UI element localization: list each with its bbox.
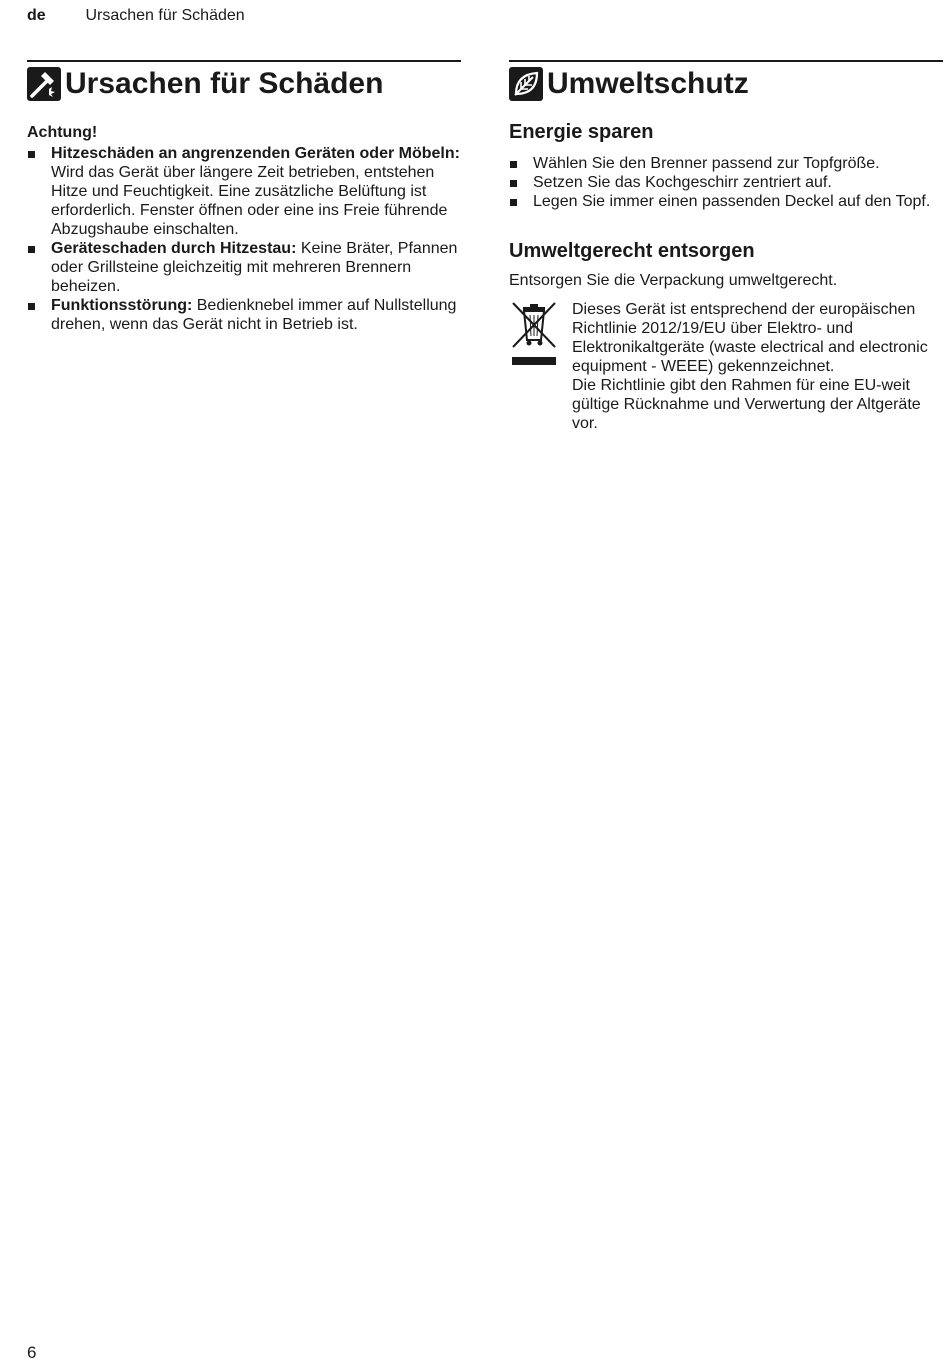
list-item: Setzen Sie das Kochgeschirr zentriert auf.: [509, 173, 943, 192]
leaf-icon: [509, 67, 543, 101]
crossed-out-wheelie-bin-icon: [510, 300, 558, 372]
weee-block: [509, 300, 943, 433]
language-code: de: [27, 7, 46, 24]
energy-list: [509, 154, 943, 211]
item-text: Wird das Gerät über längere Zeit betrieben, entstehen Hitze und Feuchtigkeit. Eine zusätzliche Belüftung ist erforderlich. Fenster öffnen oder eine ins Freie führende Abzugshaube einschalten.: [51, 164, 448, 238]
section-title-environment: [509, 60, 943, 102]
left-column: [27, 60, 461, 334]
disposal-intro: Entsorgen Sie die Verpackung umweltgerecht.: [509, 272, 838, 289]
heading-disposal: Umweltgerecht entsorgen: [509, 240, 755, 262]
item-text: Keine Bräter, Pfannen oder Grillsteine gleichzeitig mit mehreren Brennern beheizen.: [51, 240, 458, 295]
weee-text: [572, 300, 943, 433]
heading-energy-saving: Energie sparen: [509, 121, 654, 143]
page-title-environment: Umweltschutz: [547, 67, 749, 100]
item-lead: Funktionsstörung:: [51, 297, 193, 314]
running-header: [27, 7, 245, 25]
caution-label: Achtung!: [27, 124, 98, 141]
running-header-section: Ursachen für Schäden: [85, 7, 245, 24]
list-item: Wählen Sie den Brenner passend zur Topfgröße.: [509, 154, 943, 173]
right-column: [509, 60, 943, 433]
weee-paragraph-1: Dieses Gerät ist entsprechend der europäischen Richtlinie 2012/19/EU über Elektro- und Elektronikaltgeräte (waste electrical and electronic equipment - WEEE) gekennzeichnet.: [572, 301, 928, 375]
list-item: [27, 144, 461, 239]
page-title-damage: Ursachen für Schäden: [65, 67, 384, 100]
damage-list: [27, 144, 461, 334]
list-item: [27, 296, 461, 334]
list-item: [27, 239, 461, 296]
item-text: Bedienknebel immer auf Nullstellung drehen, wenn das Gerät nicht in Betrieb ist.: [51, 297, 457, 333]
damage-warning-icon: [27, 67, 61, 101]
page-number: 6: [27, 1343, 37, 1362]
item-lead: Geräteschaden durch Hitzestau:: [51, 240, 297, 257]
list-item: Legen Sie immer einen passenden Deckel auf den Topf.: [509, 192, 943, 211]
section-title-damage: [27, 60, 461, 102]
item-lead: Hitzeschäden an angrenzenden Geräten oder Möbeln:: [51, 145, 460, 162]
weee-paragraph-2: Die Richtlinie gibt den Rahmen für eine EU-weit gültige Rücknahme und Verwertung der Altgeräte vor.: [572, 377, 921, 432]
